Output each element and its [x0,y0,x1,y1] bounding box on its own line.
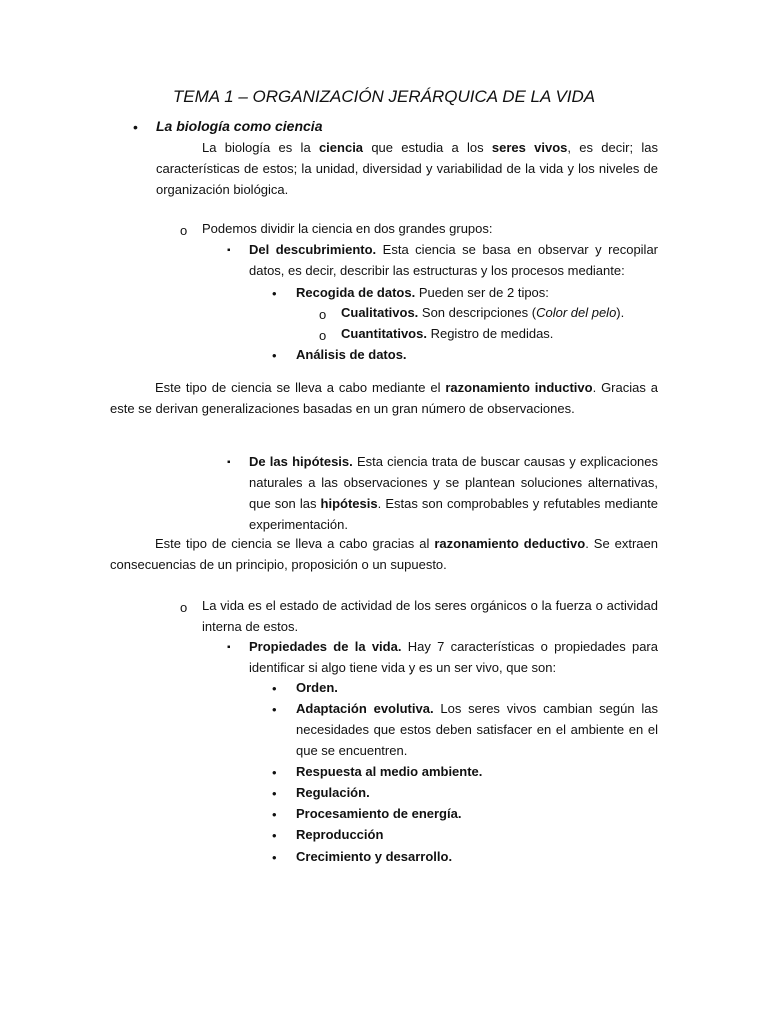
property-orden: Orden. [296,680,338,695]
circle-bullet: o [180,600,188,615]
circle-bullet: o [319,307,327,322]
square-bullet: ▪ [227,642,231,653]
page-title: TEMA 1 – ORGANIZACIÓN JERÁRQUICA DE LA VIDA [172,87,596,106]
disc-bullet: • [272,286,277,301]
square-bullet: ▪ [227,245,231,256]
disc-bullet: • [272,348,277,363]
disc-bullet: • [272,850,277,865]
divide-line: Podemos dividir la ciencia en dos grandes grupos: [202,221,493,236]
vida-paragraph: La vida es el estado de actividad de los seres orgánicos o la fuerza o actividad interna de estos. [202,598,658,634]
property-procesamiento: Procesamiento de energía. [296,806,462,821]
disc-bullet: • [272,681,277,696]
analisis-item: Análisis de datos. [296,347,407,362]
circle-bullet: o [319,328,327,343]
descubrimiento-paragraph: Del descubrimiento. Esta ciencia se basa en observar y recopilar datos, es decir, describir las estructuras y los procesos mediante: [249,242,659,278]
hipotesis-paragraph: De las hipótesis. Esta ciencia trata de buscar causas y explicaciones naturales a las observaciones y se plantean soluciones alternativas, que son las hipótesis. Estas son comprobables y refutables mediante experimentación. [249,454,659,532]
property-reproduccion: Reproducción [296,827,384,842]
cualitativos-item: Cualitativos. Son descripciones (Color del pelo). [341,305,625,320]
property-respuesta: Respuesta al medio ambiente. [296,764,483,779]
disc-bullet: • [133,119,138,135]
deductivo-paragraph: Este tipo de ciencia se lleva a cabo gracias al razonamiento deductivo. Se extraen consecuencias de un principio, proposición o un supuesto. [110,536,658,572]
property-adaptacion: Adaptación evolutiva. Los seres vivos cambian según las necesidades que estos deben satisfacer en el ambiente en el que se encuentren. [296,701,658,758]
square-bullet: ▪ [227,457,231,468]
disc-bullet: • [272,702,277,717]
inductivo-paragraph: Este tipo de ciencia se lleva a cabo mediante el razonamiento inductivo. Gracias a este se derivan generalizaciones basadas en un gran número de observaciones. [110,380,658,416]
property-crecimiento: Crecimiento y desarrollo. [296,849,453,864]
disc-bullet: • [272,765,277,780]
recogida-item: Recogida de datos. Pueden ser de 2 tipos: [296,285,549,300]
cuantitativos-item: Cuantitativos. Registro de medidas. [341,326,554,341]
section-heading: La biología como ciencia [156,118,323,134]
disc-bullet: • [272,786,277,801]
disc-bullet: • [272,807,277,822]
circle-bullet: o [180,223,188,238]
propiedades-paragraph: Propiedades de la vida. Hay 7 características o propiedades para identificar si algo tiene vida y es un ser vivo, que son: [249,639,658,675]
disc-bullet: • [272,828,277,843]
intro-paragraph: La biología es la ciencia que estudia a los seres vivos, es decir; las características de estos; la unidad, diversidad y variabilidad de la vida y los niveles de organización biológica. [156,140,658,197]
property-regulacion: Regulación. [296,785,370,800]
